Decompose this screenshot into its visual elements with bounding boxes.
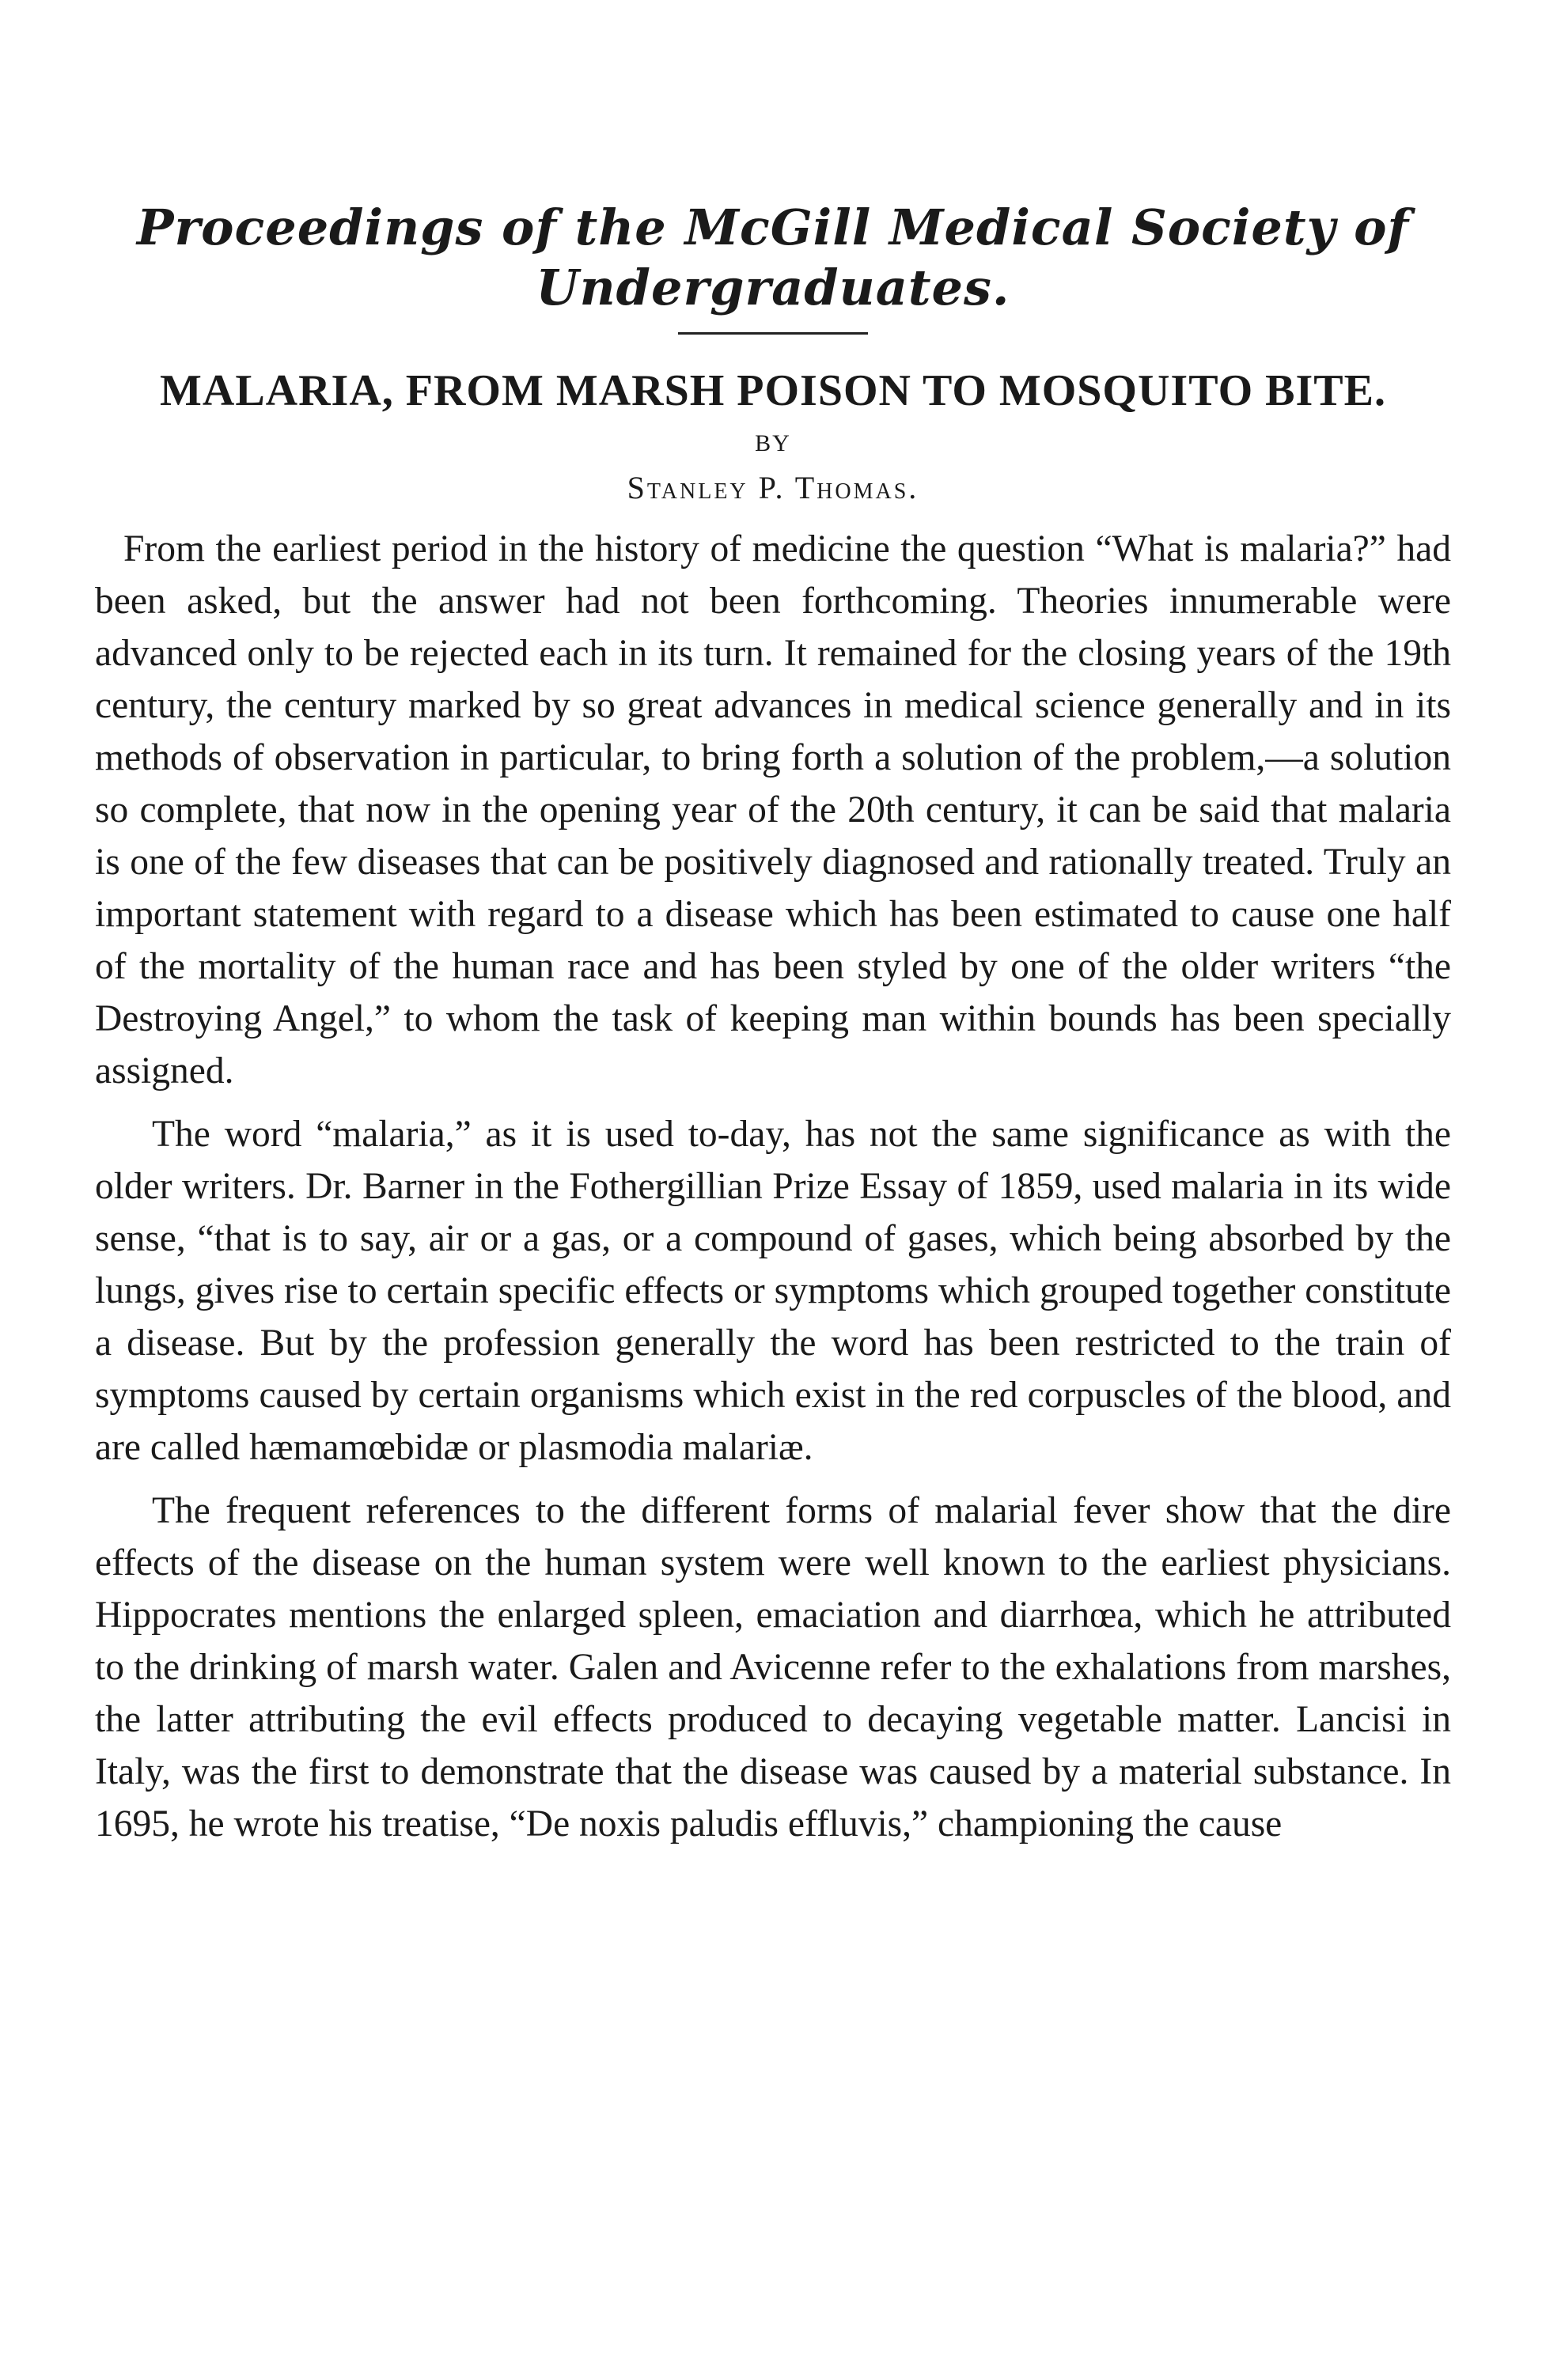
author-name: Stanley P. Thomas.	[627, 470, 919, 505]
article-title: MALARIA, FROM MARSH POISON TO MOSQUITO BITE.	[160, 366, 1386, 415]
paragraph-2: The word “malaria,” as it is used to-day, has not the same significance as with the older writers. Dr. Barner in the Fothergillian Prize Essay of 1859, used malaria in its wide sense, “that is to say, air or a gas, or a compound of gases, which being absorbed by the lungs, gives rise to certain specific effects or symptoms which grouped together constitute a disease. But by the profession generally the word has been restricted to the train of symptoms caused by certain organisms which exist in the red corpuscles of the blood, and are called hæmamœbidæ or plasmodia malariæ.	[95, 1114, 1451, 1468]
byline-by: BY	[755, 430, 791, 456]
paragraph-1: From the earliest period in the history of medicine the question “What is malaria?” had been asked, but the answer had not been forthcoming. Theories innumerable were advanced only to be rejected each in its turn. It remained for the closing years of the 19th century, the century marked by so great advances in medical science generally and in its methods of observation in particular, to bring forth a solution of the problem,—a solution so complete, that now in the opening year of the 20th century, it can be said that malaria is one of the few diseases that can be positively diagnosed and rationally treated. Truly an important statement with regard to a disease which has been estimated to cause one half of the mortality of the human race and has been styled by one of the older writers “the Destroying Angel,” to whom the task of keeping man within bounds has been specially assigned.	[95, 528, 1451, 1092]
title-divider	[678, 332, 868, 335]
journal-title-line-2: Undergraduates.	[536, 259, 1010, 316]
journal-title	[95, 198, 1451, 318]
journal-title-line-1: Proceedings of the McGill Medical Society of	[136, 199, 1410, 256]
paragraph-3: The frequent references to the different forms of malarial fever show that the dire effects of the disease on the human system were well known to the earliest physicians. Hippocrates mentions the enlarged spleen, emaciation and diarrhœa, which he attributed to the drinking of marsh water. Galen and Avicenne refer to the exhalations from marshes, the latter attributing the evil effects produced to decaying vegetable matter. Lancisi in Italy, was the first to demonstrate that the disease was caused by a material substance. In 1695, he wrote his treatise, “De noxis paludis effluvis,” championing the cause	[95, 1490, 1451, 1845]
